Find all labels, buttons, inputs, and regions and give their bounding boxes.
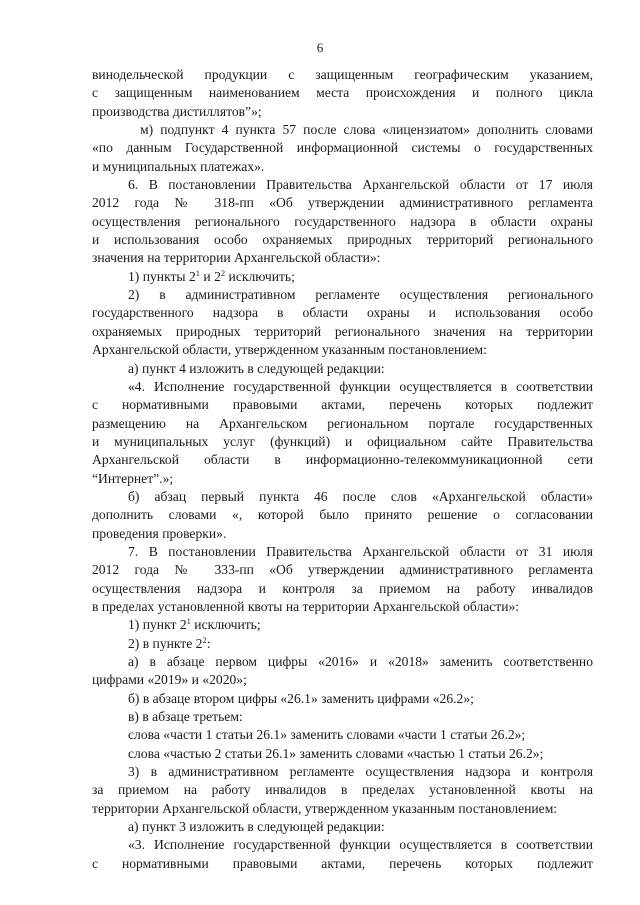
text-segment: 1) пункт 2 bbox=[128, 617, 187, 633]
text-line: 3) в административном регламенте осуществления надзора и контроля bbox=[128, 764, 593, 780]
text-line: осуществления регионального государственного надзора в области охраны bbox=[92, 213, 593, 229]
text-line: в пределах установленной квоты на территории Архангельской области»: bbox=[92, 598, 520, 614]
text-segment: исключить; bbox=[190, 617, 261, 633]
text-line: 2012 года № 318-пп «Об утверждении административного регламента bbox=[92, 195, 593, 211]
text-line: территории Архангельской области, утвержденном указанным постановлением: bbox=[92, 800, 558, 816]
text-line: Архангельской области в информационно-телекоммуникационной сети bbox=[92, 452, 593, 468]
text-line: винодельческой продукции с защищенным географическим указанием, bbox=[92, 67, 593, 82]
body-text bbox=[92, 66, 593, 873]
text-line: «4. Исполнение государственной функции осуществляется в соответствии bbox=[128, 378, 593, 394]
text-line: “Интернет”.»; bbox=[92, 470, 174, 486]
text-line: 2012 года № 333-пп «Об утверждении административного регламента bbox=[92, 562, 593, 578]
text-line: и муниципальных услуг (функций) и официальном сайте Правительства bbox=[92, 433, 593, 449]
page-number: 6 bbox=[316, 40, 324, 55]
text-line: а) в абзаце первом цифры «2016» и «2018» заменить соответственно bbox=[128, 654, 593, 669]
text-segment: 2) в пункте 2 bbox=[128, 635, 203, 651]
superscript: 2 bbox=[202, 634, 207, 645]
text-line: а) пункт 3 изложить в следующей редакции: bbox=[128, 819, 385, 835]
text-line: б) в абзаце втором цифры «26.1» заменить цифрами «26.2»; bbox=[128, 690, 474, 706]
text-line: «по данным Государственной информационной системы о государственных bbox=[92, 140, 593, 156]
text-line: дополнить словами «, которой было принято решение о согласовании bbox=[92, 507, 593, 523]
text-line: слова «части 1 статьи 26.1» заменить словами «части 1 статьи 26.2»; bbox=[128, 727, 526, 743]
text-segment: исключить; bbox=[225, 268, 295, 284]
superscript: 2 bbox=[220, 267, 226, 278]
text-line: и использования особо охраняемых природных территорий регионального bbox=[92, 232, 593, 248]
text-line: и муниципальных платежах». bbox=[92, 158, 265, 174]
text-line: с нормативными правовыми актами, перечень которых подлежит bbox=[92, 855, 593, 871]
text-segment: : bbox=[206, 635, 211, 651]
text-line: с нормативными правовыми актами, перечень которых подлежит bbox=[92, 397, 593, 413]
text-line: осуществления надзора и контроля за приемом на работу инвалидов bbox=[92, 580, 593, 596]
text-line: 6. В постановлении Правительства Архангельской области от 17 июля bbox=[128, 177, 593, 193]
text-line: а) пункт 4 изложить в следующей редакции: bbox=[128, 360, 385, 376]
text-line: размещению на Архангельском региональном портале государственных bbox=[92, 415, 593, 431]
text-line: значения на территории Архангельской области»: bbox=[92, 250, 381, 266]
text-line: за приемом на работу инвалидов в пределах установленной квоты на bbox=[92, 782, 593, 798]
text-line: 7. В постановлении Правительства Архангельской области от 31 июля bbox=[128, 543, 593, 559]
text-line: слова «частью 2 статьи 26.1» заменить словами «частью 1 статьи 26.2»; bbox=[128, 745, 544, 761]
superscript: 1 bbox=[195, 267, 201, 278]
text-line bbox=[92, 268, 593, 286]
text-line: «3. Исполнение государственной функции осуществляется в соответствии bbox=[128, 837, 593, 853]
text-line: м) подпункт 4 пункта 57 после слова «лицензиатом» дополнить словами bbox=[140, 122, 593, 138]
text-line: проведения проверки». bbox=[92, 525, 227, 541]
text-line: государственного надзора в области охраны и использования особо bbox=[92, 305, 593, 321]
text-line: в) в абзаце третьем: bbox=[128, 709, 243, 725]
text-line: с защищенным наименованием места происхождения и полного цикла bbox=[92, 85, 593, 101]
text-segment: и 2 bbox=[200, 268, 221, 284]
text-segment: 1) пункты 2 bbox=[128, 268, 196, 284]
text-line: производства дистиллятов”»; bbox=[92, 103, 262, 119]
text-line: цифрами «2019» и «2020»; bbox=[92, 672, 247, 688]
text-line bbox=[92, 616, 593, 634]
text-line: Архангельской области, утвержденном указанным постановлением: bbox=[92, 342, 487, 358]
text-line: б) абзац первый пункта 46 после слов «Архангельской области» bbox=[128, 488, 593, 504]
superscript: 1 bbox=[186, 616, 191, 627]
text-line bbox=[92, 635, 593, 653]
text-line: охраняемых природных территорий регионального значения на территории bbox=[92, 323, 593, 339]
text-line: 2) в административном регламенте осуществления регионального bbox=[128, 287, 593, 303]
